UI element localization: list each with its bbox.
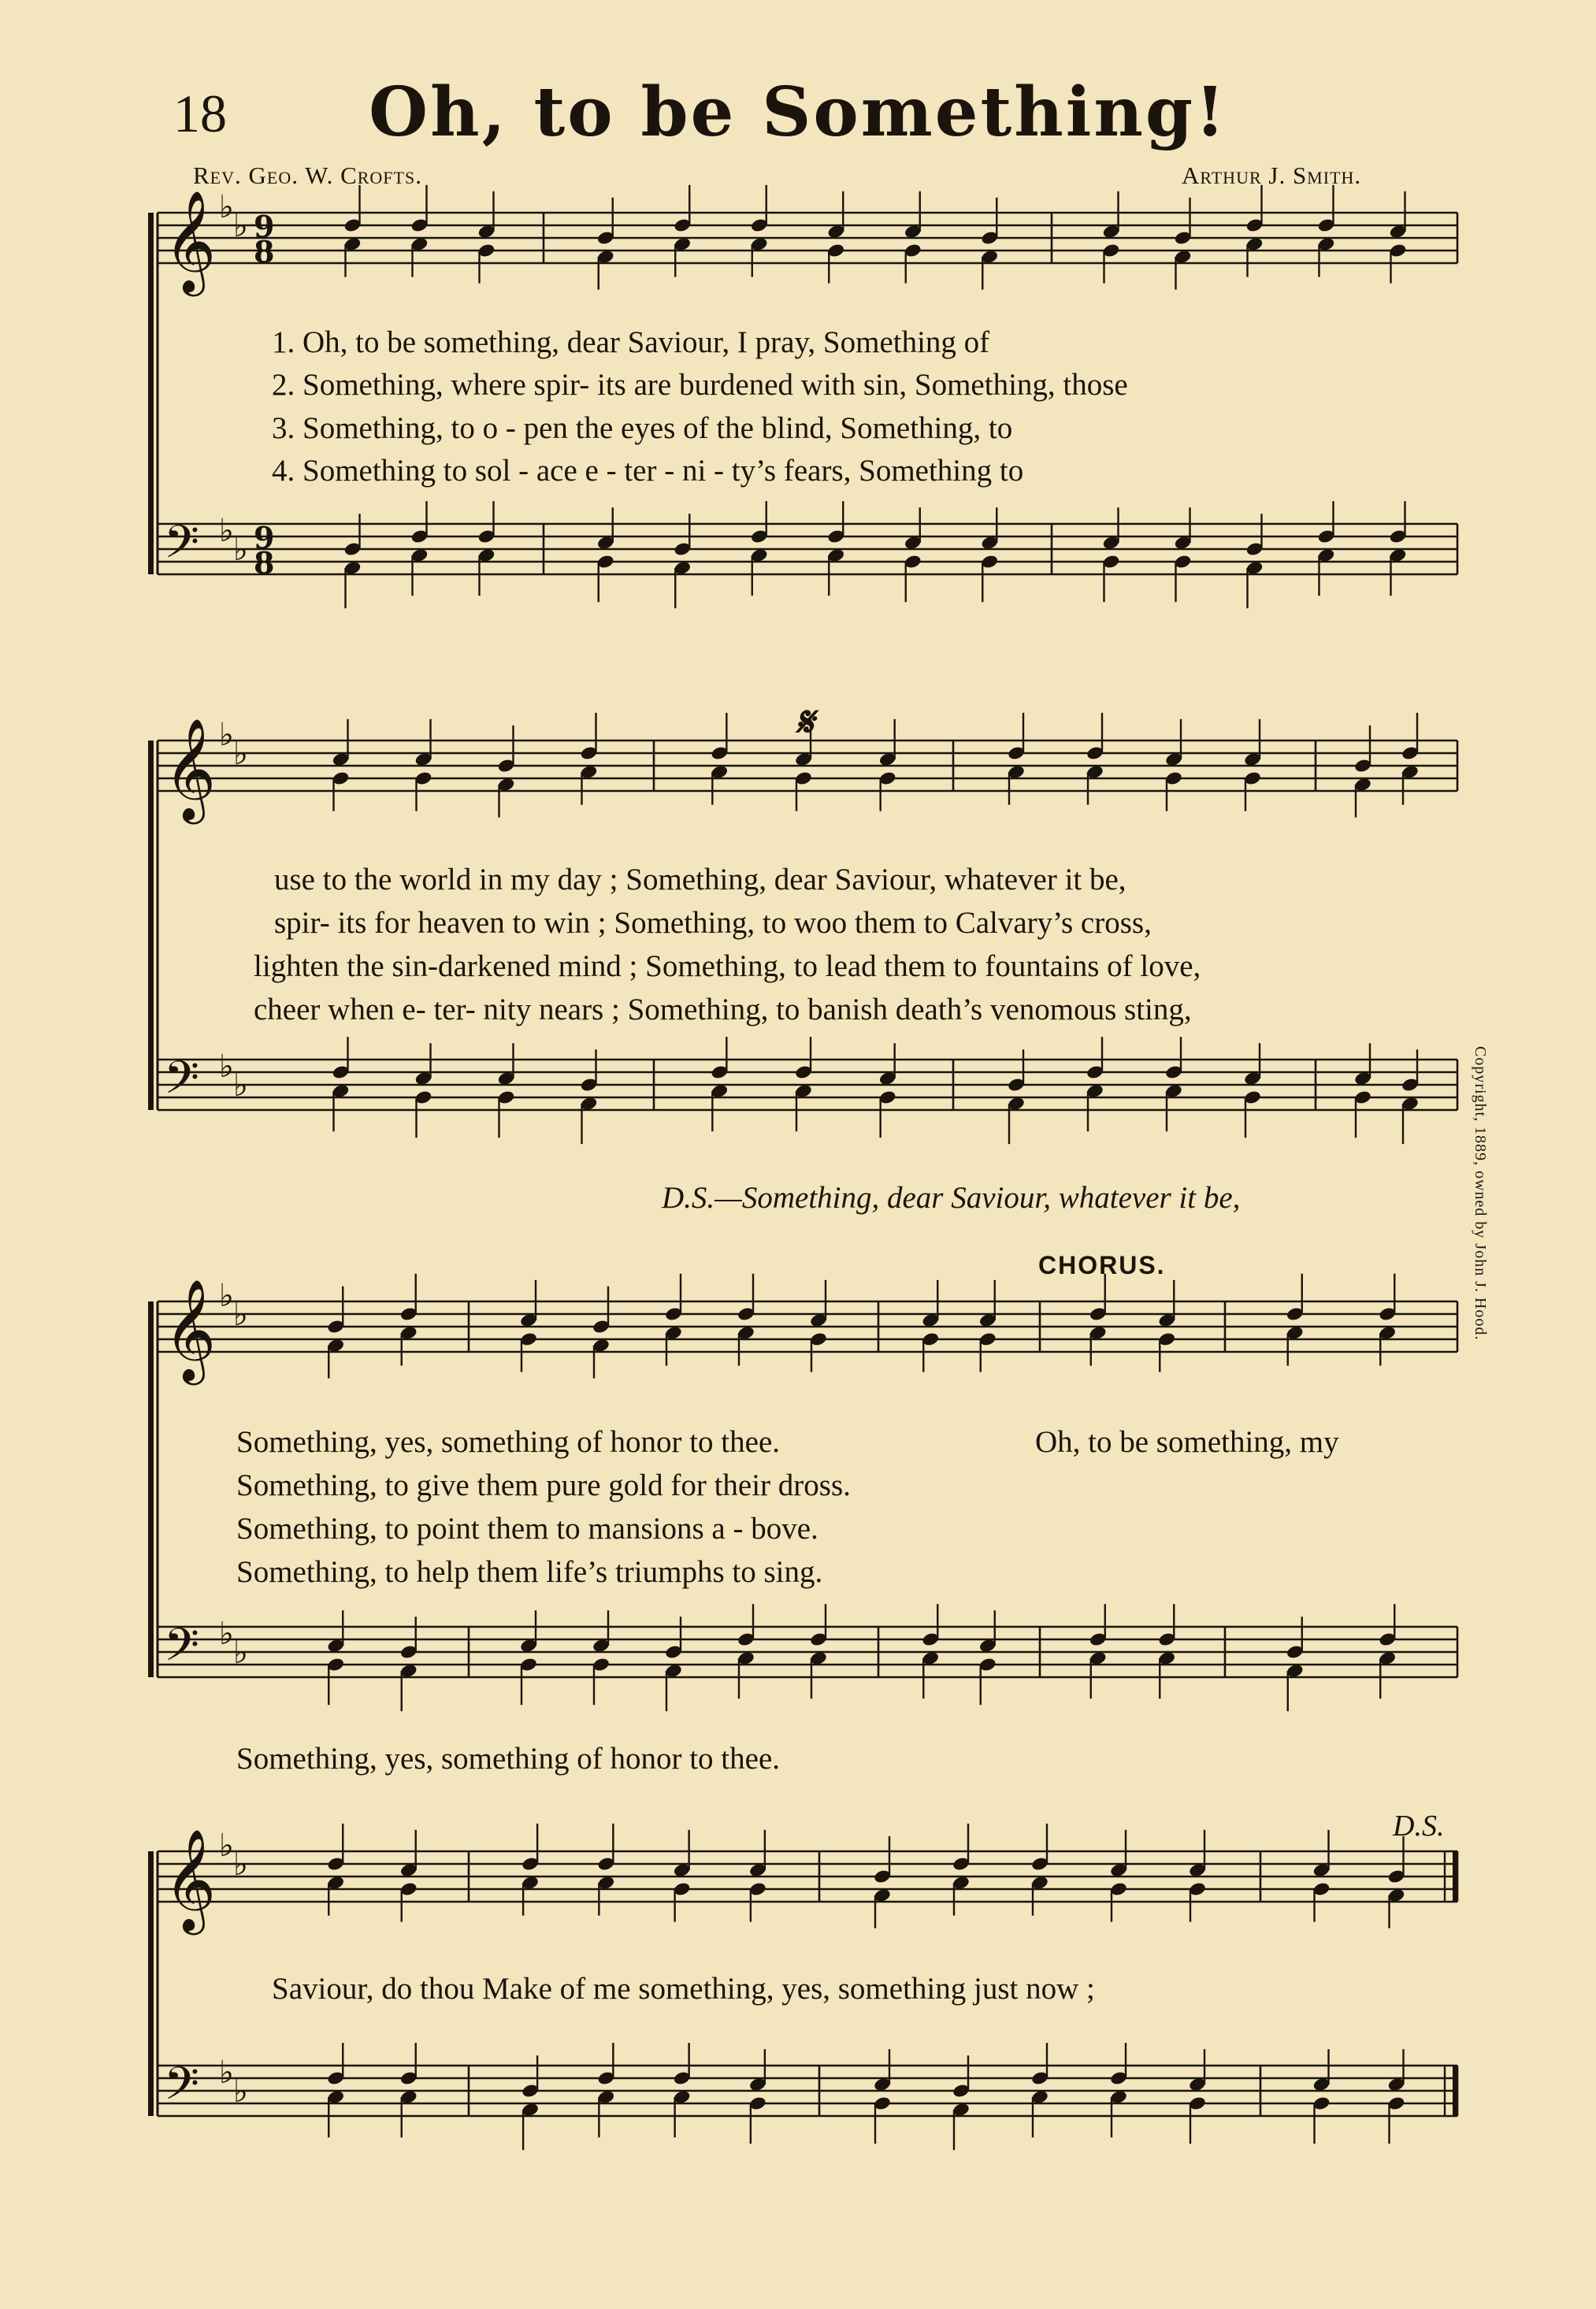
chorus-start-lyric: Oh, to be something, my [1035, 1425, 1339, 1459]
time-signature-bottom: 8 [254, 545, 275, 581]
verse-4-line-2: cheer when e- ter- nity nears ; Something, to banish death’s venomous sting, [254, 993, 1192, 1026]
flat-sign: ♭ [233, 2073, 248, 2110]
system-brace [148, 741, 154, 1110]
verse-3-line-3: Something, to point them to mansions a - bove. [236, 1512, 818, 1546]
flat-sign: ♭ [219, 1049, 234, 1085]
bass-clef: 𝄢 [164, 1618, 200, 1683]
flat-sign: ♭ [219, 189, 234, 225]
bass-clef: 𝄢 [164, 515, 200, 580]
composer-credit: Arthur J. Smith. [1182, 161, 1362, 189]
flat-sign: ♭ [233, 532, 248, 568]
treble-clef: 𝄞 [164, 718, 217, 820]
author-credit: Rev. Geo. W. Crofts. [193, 161, 422, 189]
time-signature-top: 9 [254, 520, 275, 555]
page-number: 18 [173, 84, 227, 143]
verse-3-line-2: lighten the sin-darkened mind ; Something, to lead them to fountains of love, [254, 949, 1201, 983]
bass-lyric-line: Something, yes, something of honor to thee. [236, 1742, 781, 1776]
treble-clef: 𝄞 [164, 1828, 217, 1931]
ds-mark: D.S. [1393, 1810, 1445, 1843]
flat-sign: ♭ [233, 1067, 248, 1104]
flat-sign: ♭ [233, 736, 248, 772]
verse-1-line-1: 1. Oh, to be something, dear Saviour, I pray, Something of [272, 325, 990, 359]
flat-sign: ♭ [219, 513, 234, 549]
flat-sign: ♭ [219, 2055, 234, 2091]
ds-line: D.S.—Something, dear Saviour, whatever it be, [662, 1181, 1241, 1215]
verse-2-line-2: spir- its for heaven to win ; Something, to woo them to Calvary’s cross, [274, 906, 1152, 940]
time-signature-bottom: 8 [254, 234, 275, 269]
flat-sign: ♭ [233, 1297, 248, 1333]
bass-clef: 𝄢 [164, 2057, 200, 2122]
segno-sign: 𝄋 [796, 700, 814, 745]
treble-clef: 𝄞 [164, 190, 217, 292]
flat-sign: ♭ [233, 1847, 248, 1883]
verse-2-line-1: 2. Something, where spir- its are burdened with sin, Something, those [272, 368, 1128, 402]
flat-sign: ♭ [233, 208, 248, 244]
flat-sign: ♭ [219, 1828, 234, 1864]
bass-clef: 𝄢 [164, 1051, 200, 1116]
flat-sign: ♭ [233, 1635, 248, 1671]
final-bar [1453, 1851, 1458, 1902]
system-brace [148, 1851, 154, 2116]
verse-1-line-3: Something, yes, something of honor to thee. [236, 1425, 781, 1459]
treble-clef: 𝄞 [164, 1279, 217, 1381]
hymn-title: Oh, to be Something! [369, 72, 1227, 152]
verse-4-line-1: 4. Something to sol - ace e - ter - ni - ty’s fears, Something to [272, 454, 1024, 488]
final-bar [1453, 2066, 1458, 2116]
system-brace [148, 213, 154, 574]
system-brace [148, 1301, 154, 1677]
verse-3-line-1: 3. Something, to o - pen the eyes of the blind, Something, to [272, 411, 1013, 445]
chorus-label: CHORUS. [1038, 1251, 1166, 1279]
flat-sign: ♭ [219, 717, 234, 753]
chorus-final-lyric: Saviour, do thou Make of me something, yes, something just now ; [272, 1972, 1095, 2006]
copyright-notice: Copyright, 1889, owned by John J. Hood. [1472, 1046, 1489, 1341]
flat-sign: ♭ [219, 1616, 234, 1652]
flat-sign: ♭ [219, 1278, 234, 1314]
verse-1-line-2: use to the world in my day ; Something, dear Saviour, whatever it be, [274, 863, 1126, 897]
verse-4-line-3: Something, to help them life’s triumphs to sing. [236, 1555, 823, 1589]
time-signature-top: 9 [254, 209, 275, 244]
verse-2-line-3: Something, to give them pure gold for their dross. [236, 1468, 851, 1502]
